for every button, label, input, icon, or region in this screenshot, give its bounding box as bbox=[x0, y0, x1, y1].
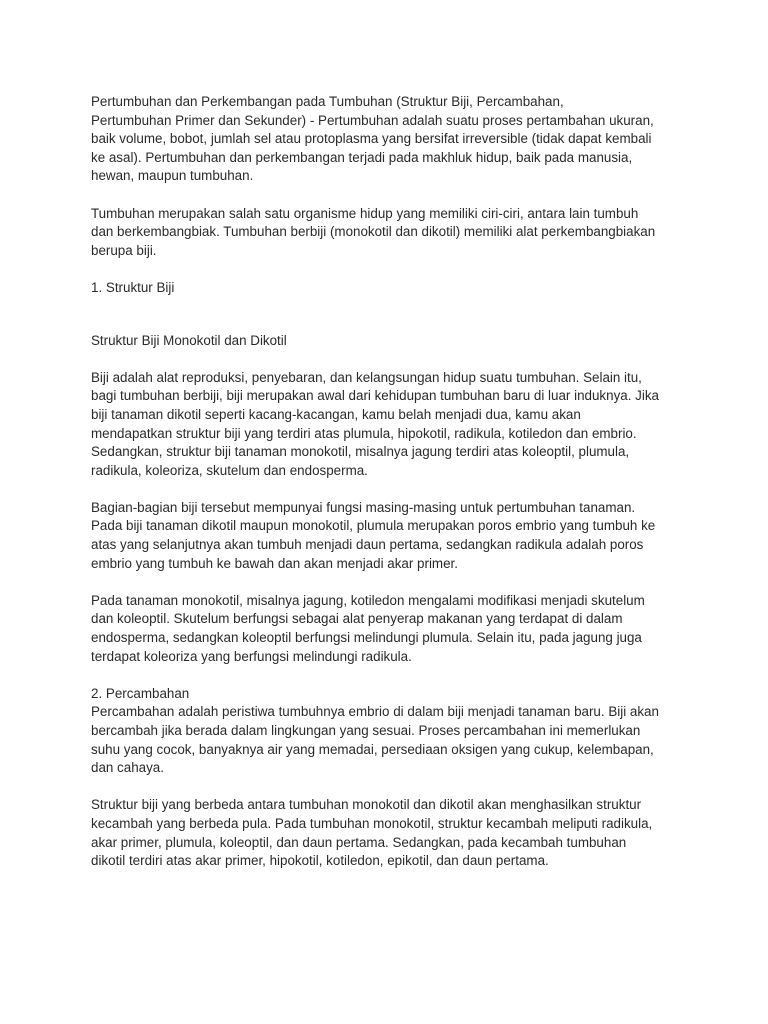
organism-paragraph bbox=[91, 205, 691, 261]
text-line: radikula, koleoriza, skutelum dan endosperma. bbox=[91, 462, 368, 478]
section-heading: 1. Struktur Biji bbox=[91, 279, 175, 295]
text-line: Pertumbuhan Primer dan Sekunder) - Pertumbuhan adalah suatu proses pertambahan ukuran, bbox=[91, 112, 654, 128]
text-line: bercambah jika berada dalam lingkungan yang sesuai. Proses percambahan ini memerlukan bbox=[91, 723, 641, 738]
text-line: bagi tumbuhan berbiji, biji merupakan awal dari kehidupan tumbuhan baru di luar induknya. Jika bbox=[91, 388, 659, 404]
text-line: Tumbuhan merupakan salah satu organisme hidup yang memiliki ciri-ciri, antara lain tumbuh bbox=[91, 205, 639, 221]
text-line: dan berkembangbiak. Tumbuhan berbiji (monokotil dan dikotil) memiliki alat perkembangbiakan bbox=[91, 224, 656, 240]
text-line: dan cahaya. bbox=[91, 760, 164, 776]
text-line: hewan, maupun tumbuhan. bbox=[91, 168, 254, 184]
text-line: suhu yang cocok, banyaknya air yang memadai, persediaan oksigen yang cukup, kelembapan, bbox=[91, 741, 654, 757]
text-line: berupa biji. bbox=[91, 242, 157, 258]
section-heading-struktur-biji bbox=[91, 279, 691, 298]
text-line: dikotil terdiri atas akar primer, hipokotil, kotiledon, epikotil, dan daun pertama. bbox=[91, 853, 549, 869]
text-line: atas yang selanjutnya akan tumbuh menjadi daun pertama, sedangkan radikula adalah poros bbox=[91, 537, 644, 553]
section-heading: 2. Percambahan bbox=[91, 685, 190, 701]
text-line: kecambah yang berbeda pula. Pada tumbuhan monokotil, struktur kecambah meliputi radikula, bbox=[91, 815, 653, 831]
text-line: akar primer, plumula, koleoptil, dan daun pertama. Sedangkan, pada kecambah tumbuhan bbox=[91, 834, 627, 850]
sprout-paragraph bbox=[91, 796, 691, 870]
section-heading-percambahan bbox=[91, 685, 691, 704]
text-line: Pada biji tanaman dikotil maupun monokotil, plumula merupakan poros embrio yang tumbuh ke bbox=[91, 518, 656, 534]
text-line: endosperma, sedangkan koleoptil berfungsi melindungi plumula. Selain itu, pada jagung juga bbox=[91, 630, 642, 646]
parts-paragraph bbox=[91, 499, 691, 573]
subheading: Struktur Biji Monokotil dan Dikotil bbox=[91, 332, 287, 348]
document-page bbox=[91, 93, 691, 871]
text-line: Biji adalah alat reproduksi, penyebaran, dan kelangsungan hidup suatu tumbuhan. Selain itu, bbox=[91, 369, 642, 385]
text-line: baik volume, bobot, jumlah sel atau protoplasma yang bersifat irreversible (tidak dapat kembali bbox=[91, 131, 652, 147]
text-line: embrio yang tumbuh ke bawah dan akan menjadi akar primer. bbox=[91, 555, 458, 571]
text-line: Bagian-bagian biji tersebut mempunyai fungsi masing-masing untuk pertumbuhan tanaman. bbox=[91, 499, 636, 515]
text-line: biji tanaman dikotil seperti kacang-kacangan, kamu belah menjadi dua, kamu akan bbox=[91, 406, 581, 422]
monocot-paragraph bbox=[91, 592, 691, 666]
text-line: Pertumbuhan dan Perkembangan pada Tumbuhan (Struktur Biji, Percambahan, bbox=[91, 94, 564, 109]
subheading-monokotil-dikotil bbox=[91, 332, 691, 351]
text-line: Percambahan adalah peristiwa tumbuhnya embrio di dalam biji menjadi tanaman baru. Biji akan bbox=[91, 704, 659, 720]
text-line: mendapatkan struktur biji yang terdiri atas plumula, hipokotil, radikula, kotiledon dan embrio. bbox=[91, 425, 637, 441]
text-line: Pada tanaman monokotil, misalnya jagung, kotiledon mengalami modifikasi menjadi skutelum bbox=[91, 592, 645, 608]
text-line: ke asal). Pertumbuhan dan perkembangan terjadi pada makhluk hidup, baik pada manusia, bbox=[91, 149, 633, 165]
germination-paragraph bbox=[91, 703, 691, 777]
text-line: dan koleoptil. Skutelum berfungsi sebagai alat penyerap makanan yang terdapat di dalam bbox=[91, 611, 623, 627]
text-line: Sedangkan, struktur biji tanaman monokotil, misalnya jagung terdiri atas koleoptil, plumula, bbox=[91, 444, 630, 460]
intro-paragraph bbox=[91, 93, 691, 186]
seed-paragraph bbox=[91, 369, 691, 481]
text-line: terdapat koleoriza yang berfungsi melindungi radikula. bbox=[91, 648, 412, 664]
text-line: Struktur biji yang berbeda antara tumbuhan monokotil dan dikotil akan menghasilkan struktur bbox=[91, 797, 642, 813]
